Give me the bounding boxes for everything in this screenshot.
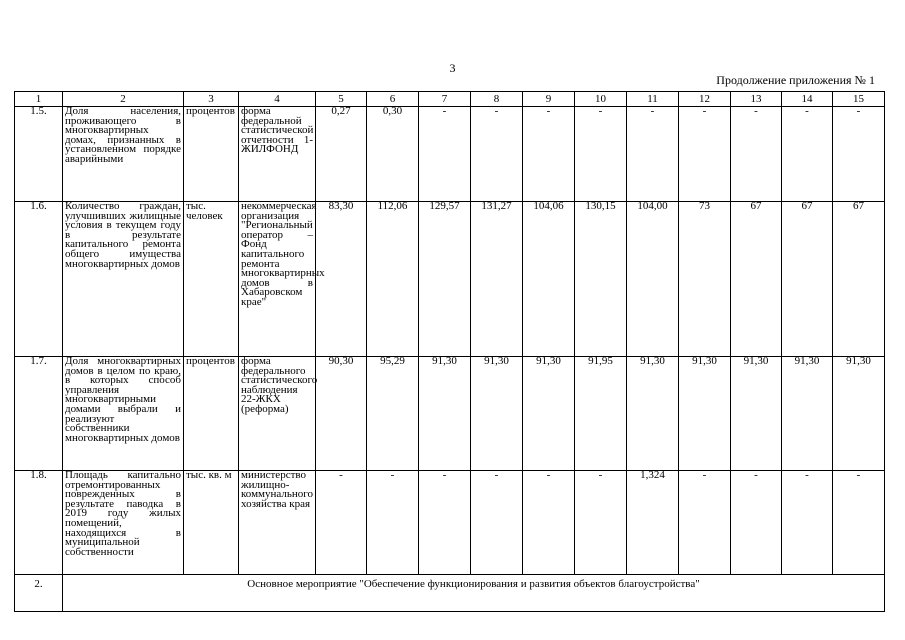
section-row: [15, 575, 885, 612]
value-cell: -: [419, 471, 471, 575]
column-header: 9: [523, 92, 575, 107]
row-number: 1.7.: [15, 357, 63, 471]
value-cell: 67: [731, 202, 782, 357]
value-cell: 104,06: [523, 202, 575, 357]
value-cell: 1,324: [627, 471, 679, 575]
column-header: 3: [184, 92, 239, 107]
value-cell: -: [679, 471, 731, 575]
row-number: 1.5.: [15, 107, 63, 202]
value-cell: 112,06: [367, 202, 419, 357]
value-cell: 90,30: [316, 357, 367, 471]
value-cell: -: [782, 471, 833, 575]
value-cell: 67: [833, 202, 885, 357]
indicator-name: Доля населения, проживающего в многоквартирных домах, признанных в установленном порядке аварийными: [63, 107, 184, 202]
indicator-name: Площадь капитально отремонтированных поврежденных в результате паводка в 2019 году жилых помещений, находящихся в муниципальной собственности: [63, 471, 184, 575]
value-cell: -: [523, 107, 575, 202]
value-cell: -: [471, 471, 523, 575]
page-number: 3: [449, 61, 456, 75]
value-cell: -: [833, 107, 885, 202]
value-cell: 91,30: [471, 357, 523, 471]
column-header: 13: [731, 92, 782, 107]
column-header: 12: [679, 92, 731, 107]
row-number: 1.8.: [15, 471, 63, 575]
unit: процентов: [184, 357, 239, 471]
section-number: 2.: [15, 575, 63, 612]
column-header: 1: [15, 92, 63, 107]
column-header: 14: [782, 92, 833, 107]
data-source: форма федеральной статистической отчетности 1-ЖИЛФОНД: [239, 107, 316, 202]
value-cell: 91,30: [679, 357, 731, 471]
value-cell: 129,57: [419, 202, 471, 357]
value-cell: 91,30: [419, 357, 471, 471]
value-cell: -: [731, 471, 782, 575]
column-header: 6: [367, 92, 419, 107]
data-source: некоммерческая организация "Региональный оператор – Фонд капитального ремонта многоквартирных домов в Хабаровском крае": [239, 202, 316, 357]
value-cell: 131,27: [471, 202, 523, 357]
value-cell: -: [731, 107, 782, 202]
value-cell: 130,15: [575, 202, 627, 357]
unit: процентов: [184, 107, 239, 202]
indicators-table: [14, 91, 885, 612]
value-cell: -: [471, 107, 523, 202]
unit: тыс. человек: [184, 202, 239, 357]
value-cell: 0,27: [316, 107, 367, 202]
value-cell: 83,30: [316, 202, 367, 357]
value-cell: -: [782, 107, 833, 202]
column-header: 10: [575, 92, 627, 107]
value-cell: -: [627, 107, 679, 202]
table-row: [15, 357, 885, 471]
value-cell: -: [575, 471, 627, 575]
value-cell: -: [367, 471, 419, 575]
value-cell: -: [523, 471, 575, 575]
row-number: 1.6.: [15, 202, 63, 357]
column-header: 11: [627, 92, 679, 107]
indicator-name: Количество граждан, улучшивших жилищные условия в текущем году в результате капитального ремонта общего имущества многоквартирных домов: [63, 202, 184, 357]
data-source: форма федерального статистического наблюдения 22-ЖКХ (реформа): [239, 357, 316, 471]
value-cell: -: [316, 471, 367, 575]
value-cell: 67: [782, 202, 833, 357]
unit: тыс. кв. м: [184, 471, 239, 575]
value-cell: -: [833, 471, 885, 575]
value-cell: -: [575, 107, 627, 202]
table-row: [15, 471, 885, 575]
value-cell: 91,30: [731, 357, 782, 471]
value-cell: 95,29: [367, 357, 419, 471]
continuation-title: Продолжение приложения № 1: [716, 73, 875, 87]
value-cell: 0,30: [367, 107, 419, 202]
value-cell: 104,00: [627, 202, 679, 357]
value-cell: 73: [679, 202, 731, 357]
column-header: 2: [63, 92, 184, 107]
column-header: 8: [471, 92, 523, 107]
column-header: 5: [316, 92, 367, 107]
section-title: Основное мероприятие "Обеспечение функционирования и развития объектов благоустройства": [63, 575, 885, 612]
value-cell: -: [679, 107, 731, 202]
value-cell: 91,30: [627, 357, 679, 471]
column-header: 4: [239, 92, 316, 107]
column-header: 7: [419, 92, 471, 107]
value-cell: -: [419, 107, 471, 202]
value-cell: 91,30: [782, 357, 833, 471]
table-row: [15, 107, 885, 202]
column-header: 15: [833, 92, 885, 107]
value-cell: 91,30: [833, 357, 885, 471]
table-row: [15, 202, 885, 357]
value-cell: 91,30: [523, 357, 575, 471]
value-cell: 91,95: [575, 357, 627, 471]
data-source: министерство жилищно-коммунального хозяйства края: [239, 471, 316, 575]
indicator-name: Доля многоквартирных домов в целом по краю, в которых способ управления многоквартирными домами выбрали и реализуют собственники многоквартирных домов: [63, 357, 184, 471]
